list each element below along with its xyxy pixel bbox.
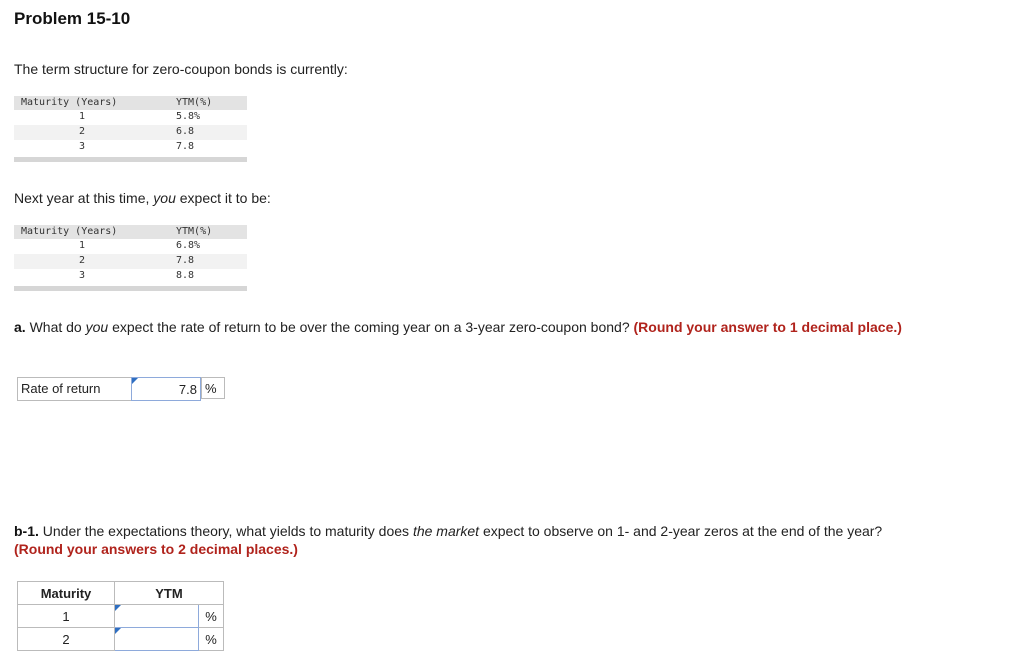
ytm-column-header: YTM(%) xyxy=(176,97,213,108)
table-row xyxy=(14,110,247,125)
input-flag-icon xyxy=(115,605,121,611)
intro-text: The term structure for zero-coupon bonds is currently: xyxy=(14,61,348,77)
ytm-cell: 5.8% xyxy=(176,111,201,122)
maturity-column-header: Maturity (Years) xyxy=(21,97,118,108)
ytm-1-year-input[interactable] xyxy=(115,606,198,626)
next-year-term-structure-table xyxy=(14,225,247,291)
maturity-cell: 1 xyxy=(18,605,115,628)
rate-of-return-label: Rate of return xyxy=(17,377,135,401)
table-row xyxy=(14,125,247,140)
maturity-cell: 1 xyxy=(78,111,86,122)
ytm-cell: 7.8 xyxy=(176,141,195,152)
question-a-text-start: What do xyxy=(25,319,86,335)
answer-a-row xyxy=(17,377,227,401)
table-row xyxy=(14,140,247,155)
input-flag-icon xyxy=(115,628,121,634)
rate-of-return-input[interactable] xyxy=(132,378,200,400)
input-flag-icon xyxy=(132,378,138,384)
answer-b1-table xyxy=(17,581,224,651)
question-b1-label: b-1. xyxy=(14,523,39,539)
table-header xyxy=(14,225,247,239)
ytm-column-header: YTM(%) xyxy=(176,226,213,237)
maturity-cell: 3 xyxy=(78,141,86,152)
next-year-text-start: Next year at this time, xyxy=(14,190,154,206)
ytm-input-cell xyxy=(115,605,199,628)
question-a xyxy=(14,318,934,336)
question-b1-instruction: (Round your answers to 2 decimal places.) xyxy=(14,541,298,557)
ytm-cell: 8.8 xyxy=(176,270,195,281)
question-b1-text-end: expect to observe on 1- and 2-year zeros at the end of the year? xyxy=(479,523,883,539)
question-a-instruction: (Round your answer to 1 decimal place.) xyxy=(633,319,902,335)
problem-title: Problem 15-10 xyxy=(14,9,131,28)
question-b1 xyxy=(14,522,934,558)
maturity-cell: 2 xyxy=(78,126,86,137)
maturity-column-header: Maturity xyxy=(18,582,115,605)
table-row xyxy=(18,605,224,628)
table-bottom-bar xyxy=(14,157,247,162)
question-a-label: a. xyxy=(14,319,26,335)
question-a-text-end: expect the rate of return to be over the coming year on a 3-year zero-coupon bond? xyxy=(108,319,634,335)
maturity-cell: 3 xyxy=(78,270,86,281)
percent-unit: % xyxy=(201,377,225,399)
next-year-text xyxy=(14,190,271,206)
table-row xyxy=(18,628,224,651)
question-b1-emphasis: the market xyxy=(412,523,480,539)
next-year-text-end: expect it to be: xyxy=(175,190,271,206)
ytm-2-year-input[interactable] xyxy=(115,629,198,649)
table-header xyxy=(18,582,224,605)
ytm-cell: 7.8 xyxy=(176,255,195,266)
table-row xyxy=(14,254,247,269)
maturity-cell: 1 xyxy=(78,240,86,251)
percent-unit: % xyxy=(199,628,224,651)
current-term-structure-table xyxy=(14,96,247,162)
percent-unit: % xyxy=(199,605,224,628)
table-header xyxy=(14,96,247,110)
ytm-cell: 6.8 xyxy=(176,126,195,137)
maturity-cell: 2 xyxy=(78,255,86,266)
question-a-emphasis: you xyxy=(85,319,109,335)
question-b1-text-start: Under the expectations theory, what yields to maturity does xyxy=(38,523,413,539)
table-row xyxy=(14,239,247,254)
table-bottom-bar xyxy=(14,286,247,291)
ytm-input-cell xyxy=(115,628,199,651)
ytm-cell: 6.8% xyxy=(176,240,201,251)
maturity-cell: 2 xyxy=(18,628,115,651)
ytm-column-header: YTM xyxy=(115,582,224,605)
rate-of-return-input-cell xyxy=(131,377,201,401)
table-row xyxy=(14,269,247,284)
maturity-column-header: Maturity (Years) xyxy=(21,226,118,237)
next-year-emphasis: you xyxy=(153,190,176,206)
